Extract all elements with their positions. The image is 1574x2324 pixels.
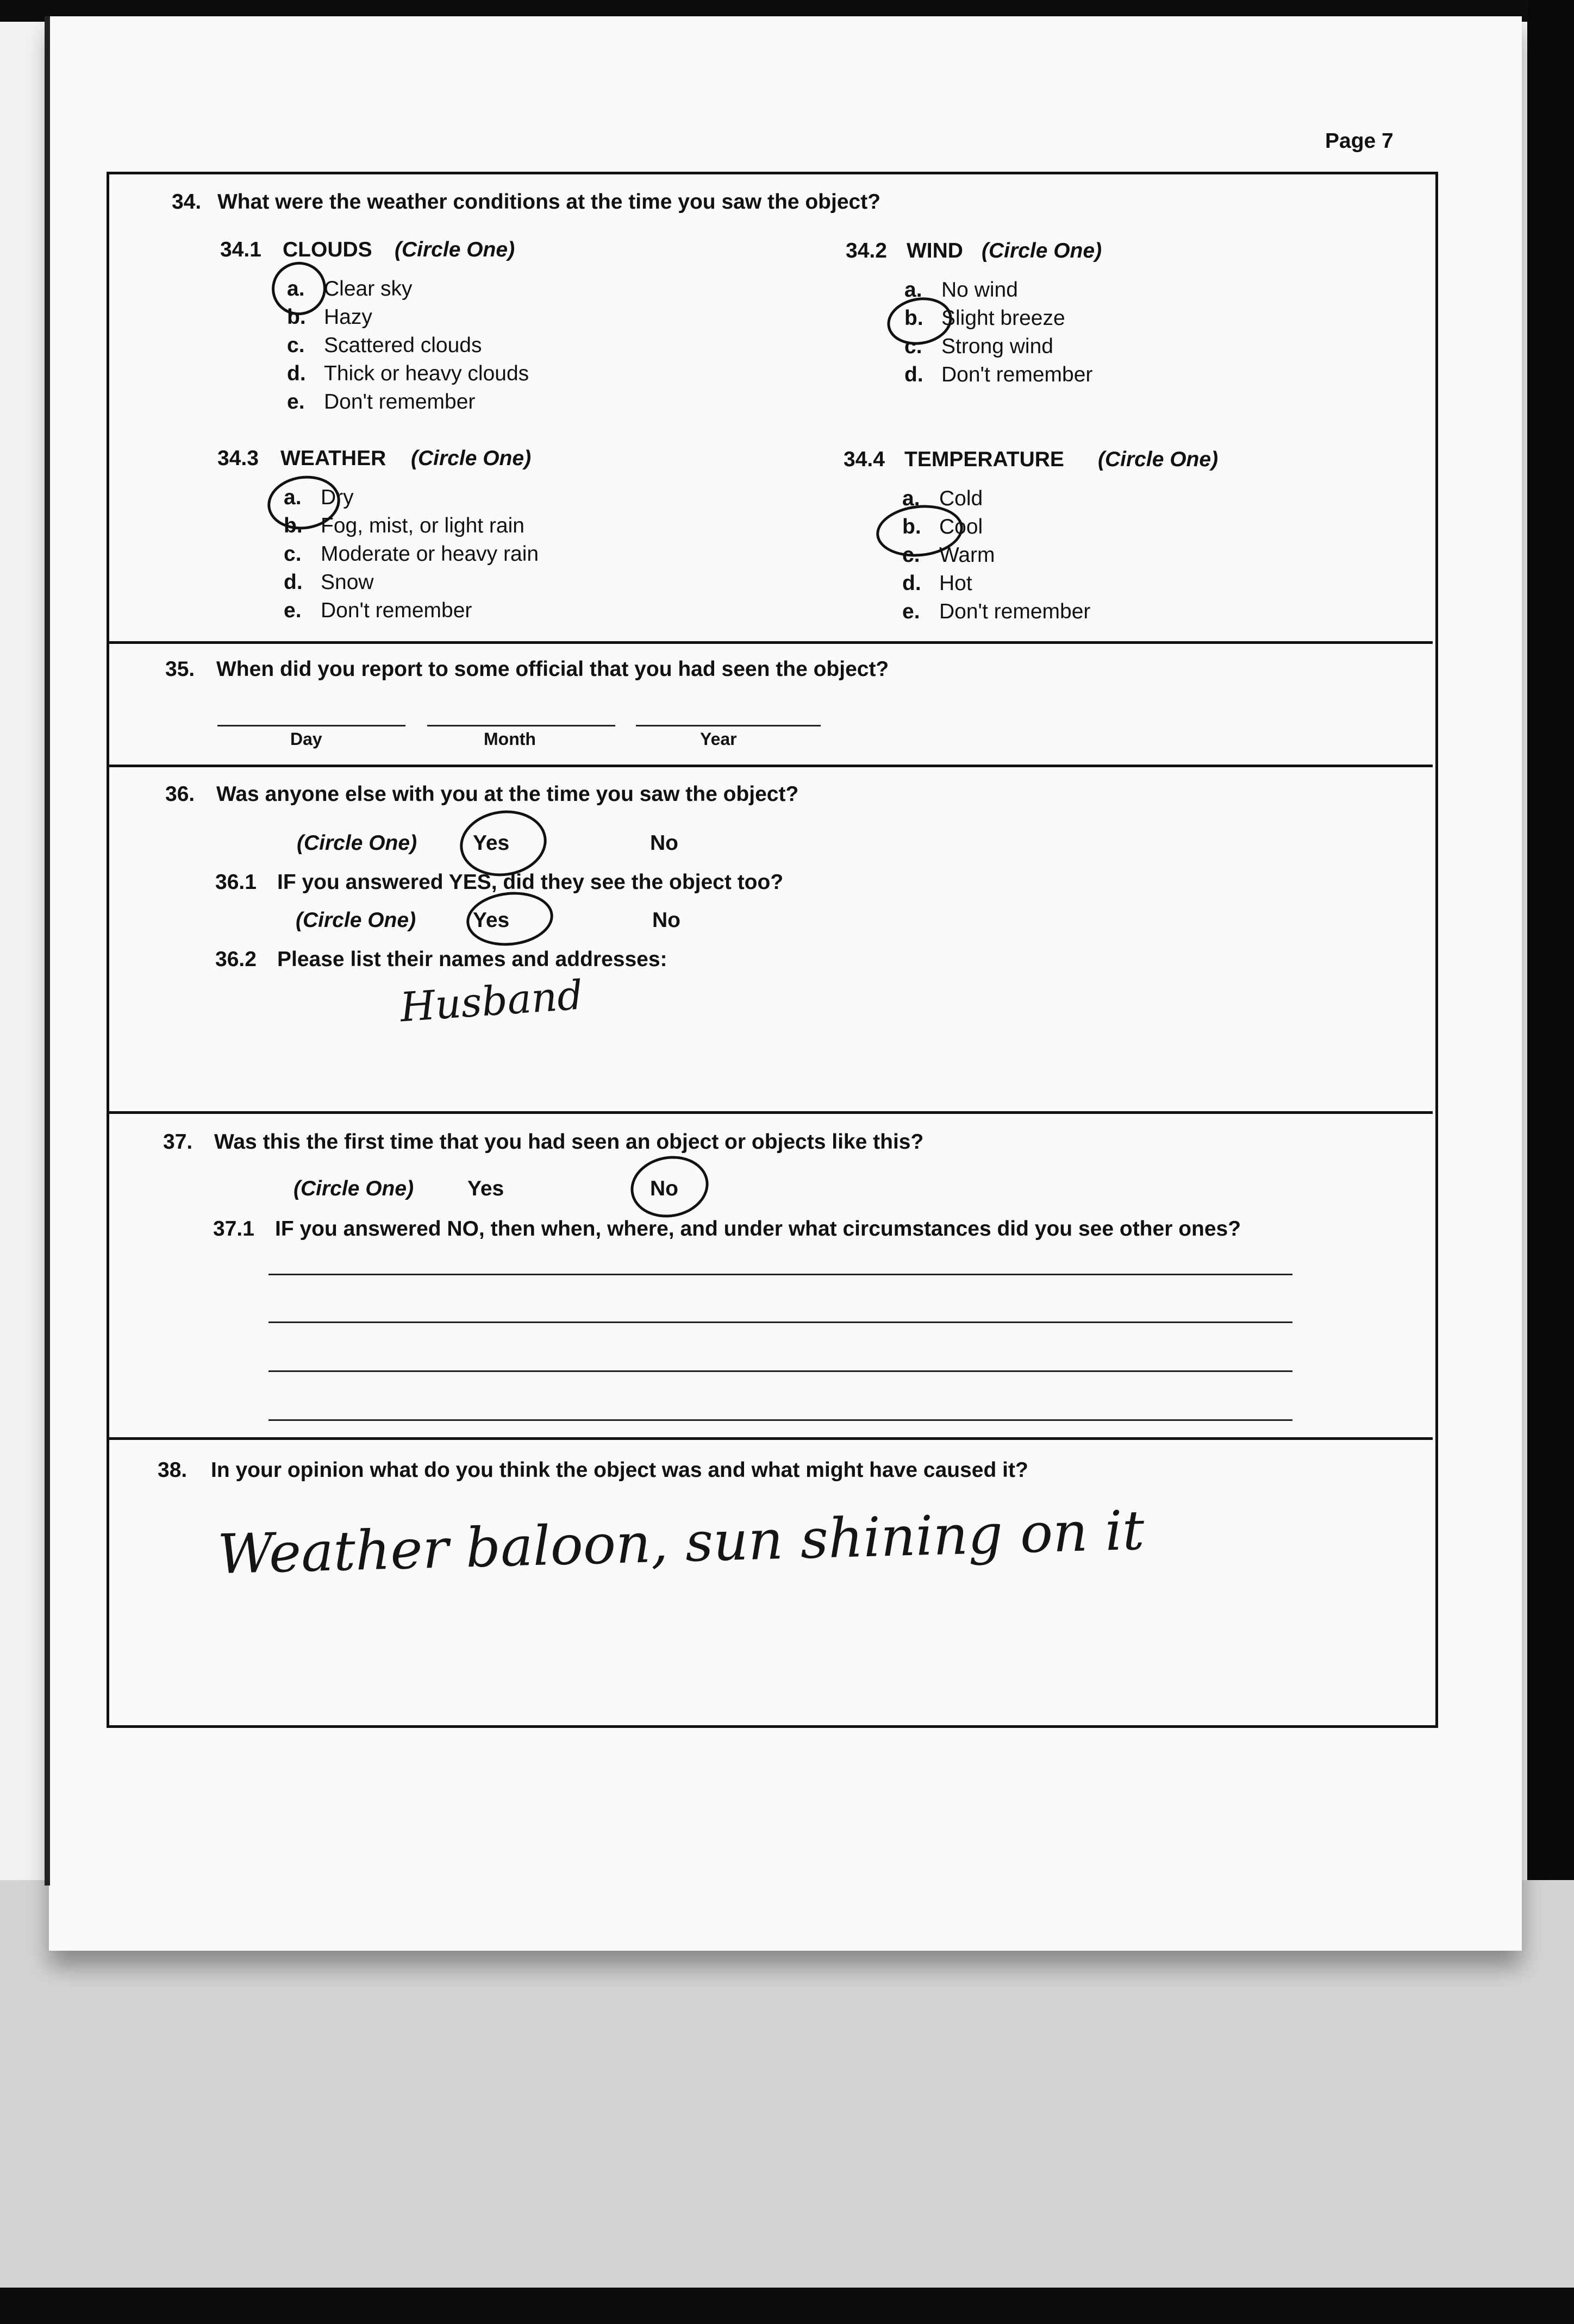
weather-option-c-letter: c. bbox=[284, 542, 302, 566]
wind-option-d-letter: d. bbox=[904, 363, 923, 386]
clouds-option-d-text: Thick or heavy clouds bbox=[324, 362, 529, 385]
wind-option-c-text: Strong wind bbox=[941, 335, 1053, 358]
month-line bbox=[427, 725, 615, 726]
q34-1-instruction: (Circle One) bbox=[395, 238, 515, 261]
temperature-option-a-text: Cold bbox=[939, 487, 983, 510]
clouds-option-b-letter: b. bbox=[287, 305, 306, 329]
clouds-option-e-letter: e. bbox=[287, 390, 305, 414]
temperature-option-e-text: Don't remember bbox=[939, 600, 1091, 623]
q36-1-instruction: (Circle One) bbox=[296, 909, 416, 932]
q34-3-title: WEATHER bbox=[280, 447, 386, 470]
q34-2-instruction: (Circle One) bbox=[982, 239, 1102, 262]
q37-yes: Yes bbox=[467, 1177, 504, 1200]
q34-2-number: 34.2 bbox=[846, 239, 887, 262]
q36-instruction: (Circle One) bbox=[297, 831, 417, 855]
divider-36 bbox=[107, 765, 1433, 767]
q36-1-text: IF you answered YES, did they see the object too? bbox=[277, 870, 784, 894]
temperature-option-d-letter: d. bbox=[902, 572, 921, 595]
divider-38 bbox=[107, 1437, 1433, 1440]
weather-option-a-letter: a. bbox=[284, 486, 302, 509]
clouds-option-c-text: Scattered clouds bbox=[324, 334, 482, 357]
q36-1-yes: Yes bbox=[473, 909, 510, 932]
clouds-option-e-text: Don't remember bbox=[324, 390, 476, 414]
divider-35 bbox=[107, 641, 1433, 644]
q37-text: Was this the first time that you had seen an object or objects like this? bbox=[214, 1130, 924, 1154]
wind-option-d-text: Don't remember bbox=[941, 363, 1093, 386]
weather-option-c-text: Moderate or heavy rain bbox=[321, 542, 539, 566]
q34-4-number: 34.4 bbox=[844, 448, 885, 471]
q37-1-answer-line-3 bbox=[268, 1370, 1292, 1372]
q36-yes: Yes bbox=[473, 831, 510, 855]
temperature-option-b-text: Cool bbox=[939, 515, 983, 538]
temperature-option-b-letter: b. bbox=[902, 515, 921, 538]
q34-3-number: 34.3 bbox=[217, 447, 259, 470]
q36-number: 36. bbox=[165, 782, 195, 806]
year-label: Year bbox=[700, 729, 737, 749]
wind-option-a-letter: a. bbox=[904, 278, 922, 302]
clouds-option-c-letter: c. bbox=[287, 334, 305, 357]
day-label: Day bbox=[290, 729, 322, 749]
q34-number: 34. bbox=[172, 190, 202, 214]
q34-4-title: TEMPERATURE bbox=[904, 448, 1064, 471]
q37-1-answer-line-1 bbox=[268, 1274, 1292, 1275]
q37-1-answer-line-4 bbox=[268, 1419, 1292, 1421]
wind-option-a-text: No wind bbox=[941, 278, 1018, 302]
wind-option-b-letter: b. bbox=[904, 306, 923, 330]
q36-no: No bbox=[650, 831, 678, 855]
clouds-option-b-text: Hazy bbox=[324, 305, 372, 329]
q37-1-answer-line-2 bbox=[268, 1321, 1292, 1323]
weather-option-a-text: Dry bbox=[321, 486, 354, 509]
weather-option-b-letter: b. bbox=[284, 514, 303, 537]
wind-option-c-letter: c. bbox=[904, 335, 922, 358]
weather-option-b-text: Fog, mist, or light rain bbox=[321, 514, 524, 537]
q36-1-number: 36.1 bbox=[215, 870, 257, 894]
q37-1-text: IF you answered NO, then when, where, and under what circumstances did you see other ones? bbox=[275, 1217, 1241, 1241]
q36-2-number: 36.2 bbox=[215, 948, 257, 971]
q35-text: When did you report to some official that you had seen the object? bbox=[216, 657, 889, 681]
temperature-option-c-letter: c. bbox=[902, 543, 920, 567]
page-edge bbox=[45, 16, 50, 1885]
clouds-option-a-text: Clear sky bbox=[324, 277, 413, 300]
q34-3-instruction: (Circle One) bbox=[411, 447, 532, 470]
weather-option-e-letter: e. bbox=[284, 599, 302, 622]
clouds-option-a-letter: a. bbox=[287, 277, 305, 300]
wind-option-b-text: Slight breeze bbox=[941, 306, 1065, 330]
month-label: Month bbox=[484, 729, 536, 749]
temperature-option-d-text: Hot bbox=[939, 572, 972, 595]
q34-2-title: WIND bbox=[907, 239, 963, 262]
scan-border-bottom bbox=[0, 2288, 1574, 2324]
divider-37 bbox=[107, 1111, 1433, 1114]
q35-number: 35. bbox=[165, 657, 195, 681]
temperature-option-a-letter: a. bbox=[902, 487, 920, 510]
q37-number: 37. bbox=[163, 1130, 193, 1154]
q34-text: What were the weather conditions at the time you saw the object? bbox=[217, 190, 881, 214]
weather-option-e-text: Don't remember bbox=[321, 599, 472, 622]
q34-1-number: 34.1 bbox=[220, 238, 261, 261]
q38-number: 38. bbox=[158, 1458, 188, 1482]
q36-2-handwritten-answer: Husband bbox=[398, 972, 585, 1031]
q34-1-title: CLOUDS bbox=[283, 238, 372, 261]
scan-border-right bbox=[1527, 0, 1574, 1902]
weather-option-d-text: Snow bbox=[321, 571, 374, 594]
page-number: Page 7 bbox=[1325, 129, 1394, 153]
q37-no: No bbox=[650, 1177, 678, 1200]
clouds-option-d-letter: d. bbox=[287, 362, 306, 385]
temperature-option-c-text: Warm bbox=[939, 543, 995, 567]
q38-text: In your opinion what do you think the object was and what might have caused it? bbox=[211, 1458, 1028, 1482]
q37-instruction: (Circle One) bbox=[293, 1177, 414, 1200]
day-line bbox=[217, 725, 405, 726]
q36-1-no: No bbox=[652, 909, 680, 932]
temperature-option-e-letter: e. bbox=[902, 600, 920, 623]
q37-1-number: 37.1 bbox=[213, 1217, 254, 1241]
year-line bbox=[636, 725, 821, 726]
q34-4-instruction: (Circle One) bbox=[1098, 448, 1219, 471]
q36-text: Was anyone else with you at the time you saw the object? bbox=[216, 782, 799, 806]
q38-handwritten-answer: Weather baloon, sun shining on it bbox=[216, 1498, 1145, 1587]
weather-option-d-letter: d. bbox=[284, 571, 303, 594]
q36-2-text: Please list their names and addresses: bbox=[277, 948, 667, 971]
